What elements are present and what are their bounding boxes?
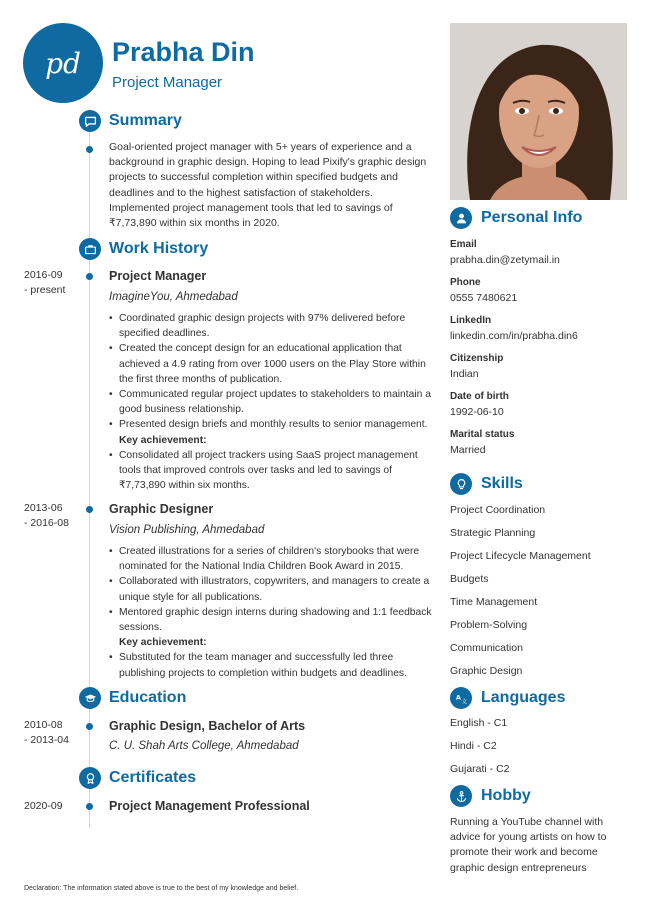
work-history-heading xyxy=(79,238,208,260)
key-achievement-label: Key achievement: xyxy=(119,434,207,446)
timeline-dot xyxy=(86,803,93,810)
education-heading xyxy=(79,687,186,709)
job-bullets xyxy=(109,544,434,681)
briefcase-icon xyxy=(79,238,101,260)
job-title: Graphic Designer xyxy=(109,502,214,516)
timeline-dot xyxy=(86,273,93,280)
certificates-heading xyxy=(79,767,196,789)
email-value: prabha.din@zetymail.in xyxy=(450,254,560,266)
summary-title: Summary xyxy=(109,112,182,129)
education-school: C. U. Shah Arts College, Ahmedabad xyxy=(109,740,299,752)
monogram-avatar xyxy=(23,23,103,103)
skills-heading xyxy=(450,473,523,495)
bullet-item: • Consolidated all project trackers using SaaS project management tools that improved controls over tasks and led to savings of ₹7,73,890 within six months. xyxy=(109,448,434,494)
personal-info-heading xyxy=(450,207,582,229)
candidate-role: Project Manager xyxy=(112,74,223,91)
monogram-text: pd xyxy=(45,46,81,80)
language-item: English - C1 xyxy=(450,717,508,729)
job-date-end: - present xyxy=(24,284,66,296)
graduation-cap-icon xyxy=(79,687,101,709)
education-date xyxy=(24,718,84,748)
date-of-birth-value: 1992-06-10 xyxy=(450,406,504,418)
timeline-dot xyxy=(86,723,93,730)
bullet-item: • Presented design briefs and monthly results to senior management. xyxy=(109,417,434,432)
education-degree: Graphic Design, Bachelor of Arts xyxy=(109,719,306,733)
phone-value: 0555 7480621 xyxy=(450,292,518,304)
hobby-heading xyxy=(450,785,531,807)
job-date-end: - 2016-08 xyxy=(24,517,69,529)
translate-icon xyxy=(450,687,472,709)
bullet-item: • Substituted for the team manager and successfully led three publishing projects to completion within budgets and deadlines. xyxy=(109,650,434,680)
bullet-item: • Created the concept design for an educational application that achieved a 4.9 rating from over 1000 users on the Play Store within the first three months of publication. xyxy=(109,341,434,387)
speech-bubble-icon xyxy=(79,110,101,132)
hobby-title: Hobby xyxy=(481,787,531,804)
candidate-name: Prabha Din xyxy=(112,37,255,67)
education-date-end: - 2013-04 xyxy=(24,734,69,746)
language-item: Hindi - C2 xyxy=(450,740,497,752)
key-achievement-label: Key achievement: xyxy=(119,637,207,649)
languages-heading xyxy=(450,687,565,709)
job-date xyxy=(24,268,84,298)
timeline-dot xyxy=(86,146,93,153)
linkedin-label: LinkedIn xyxy=(450,315,492,326)
declaration-footer: Declaration: The information stated above is true to the best of my knowledge and belief. xyxy=(24,885,299,892)
certificate-name: Project Management Professional xyxy=(109,799,310,813)
skill-item: Communication xyxy=(450,642,523,654)
job-company: ImagineYou, Ahmedabad xyxy=(109,291,238,303)
profile-photo xyxy=(450,23,627,200)
skill-item: Project Coordination xyxy=(450,504,546,516)
bullet-item: • Coordinated graphic design projects with 97% delivered before specified deadlines. xyxy=(109,311,434,341)
job-date-start: 2016-09 xyxy=(24,269,63,281)
svg-text:A: A xyxy=(455,692,461,701)
certificates-title: Certificates xyxy=(109,769,197,786)
summary-text: Goal-oriented project manager with 5+ years of experience and a background in graphic design. Hoping to lead Pixify's graphic design projects to successful completion within specified budgets and deadlines and to the highest satisfaction of stakeholders. Implemented project management tools that led to savings of ₹7,73,890 within six months in 2020. xyxy=(109,141,427,230)
citizenship-value: Indian xyxy=(450,368,479,380)
summary-heading xyxy=(79,110,182,132)
linkedin-value: linkedin.com/in/prabha.din6 xyxy=(450,330,578,342)
job-title: Project Manager xyxy=(109,269,207,283)
bullet-item: • Created illustrations for a series of children's storybooks that were nominated for the National India Children Book Award in 2015. xyxy=(109,544,434,574)
skill-item: Project Lifecycle Management xyxy=(450,550,591,562)
date-of-birth-label: Date of birth xyxy=(450,391,509,402)
svg-text:文: 文 xyxy=(461,698,467,705)
certificate-date: 2020-09 xyxy=(24,800,63,812)
work-history-title: Work History xyxy=(109,240,209,257)
education-date-start: 2010-08 xyxy=(24,719,63,731)
person-icon xyxy=(450,207,472,229)
language-item: Gujarati - C2 xyxy=(450,763,510,775)
skill-item: Time Management xyxy=(450,596,538,608)
lightbulb-icon xyxy=(450,473,472,495)
marital-status-label: Marital status xyxy=(450,429,515,440)
skill-item: Budgets xyxy=(450,573,489,585)
education-title: Education xyxy=(109,689,187,706)
citizenship-label: Citizenship xyxy=(450,353,504,364)
skills-title: Skills xyxy=(481,475,523,492)
bullet-item: • Collaborated with illustrators, copywriters, and managers to create a unique style for all publications. xyxy=(109,574,434,604)
marital-status-value: Married xyxy=(450,444,486,456)
email-label: Email xyxy=(450,239,477,250)
skill-item: Problem-Solving xyxy=(450,619,528,631)
personal-info-title: Personal Info xyxy=(481,209,583,226)
skill-item: Strategic Planning xyxy=(450,527,536,539)
skill-item: Graphic Design xyxy=(450,665,523,677)
timeline-dot xyxy=(86,506,93,513)
hobby-text: Running a YouTube channel with advice for young artists on how to promote their work and become graphic design entrepreneurs xyxy=(450,816,607,874)
phone-label: Phone xyxy=(450,277,481,288)
job-date xyxy=(24,501,84,531)
bullet-item: • Communicated regular project updates to stakeholders to maintain a good business relationship. xyxy=(109,387,434,417)
anchor-icon xyxy=(450,785,472,807)
job-bullets xyxy=(109,311,434,493)
languages-title: Languages xyxy=(481,689,566,706)
job-company: Vision Publishing, Ahmedabad xyxy=(109,524,265,536)
badge-icon xyxy=(79,767,101,789)
bullet-item: • Mentored graphic design interns during shadowing and 1:1 feedback sessions. xyxy=(109,605,434,635)
job-date-start: 2013-06 xyxy=(24,502,63,514)
